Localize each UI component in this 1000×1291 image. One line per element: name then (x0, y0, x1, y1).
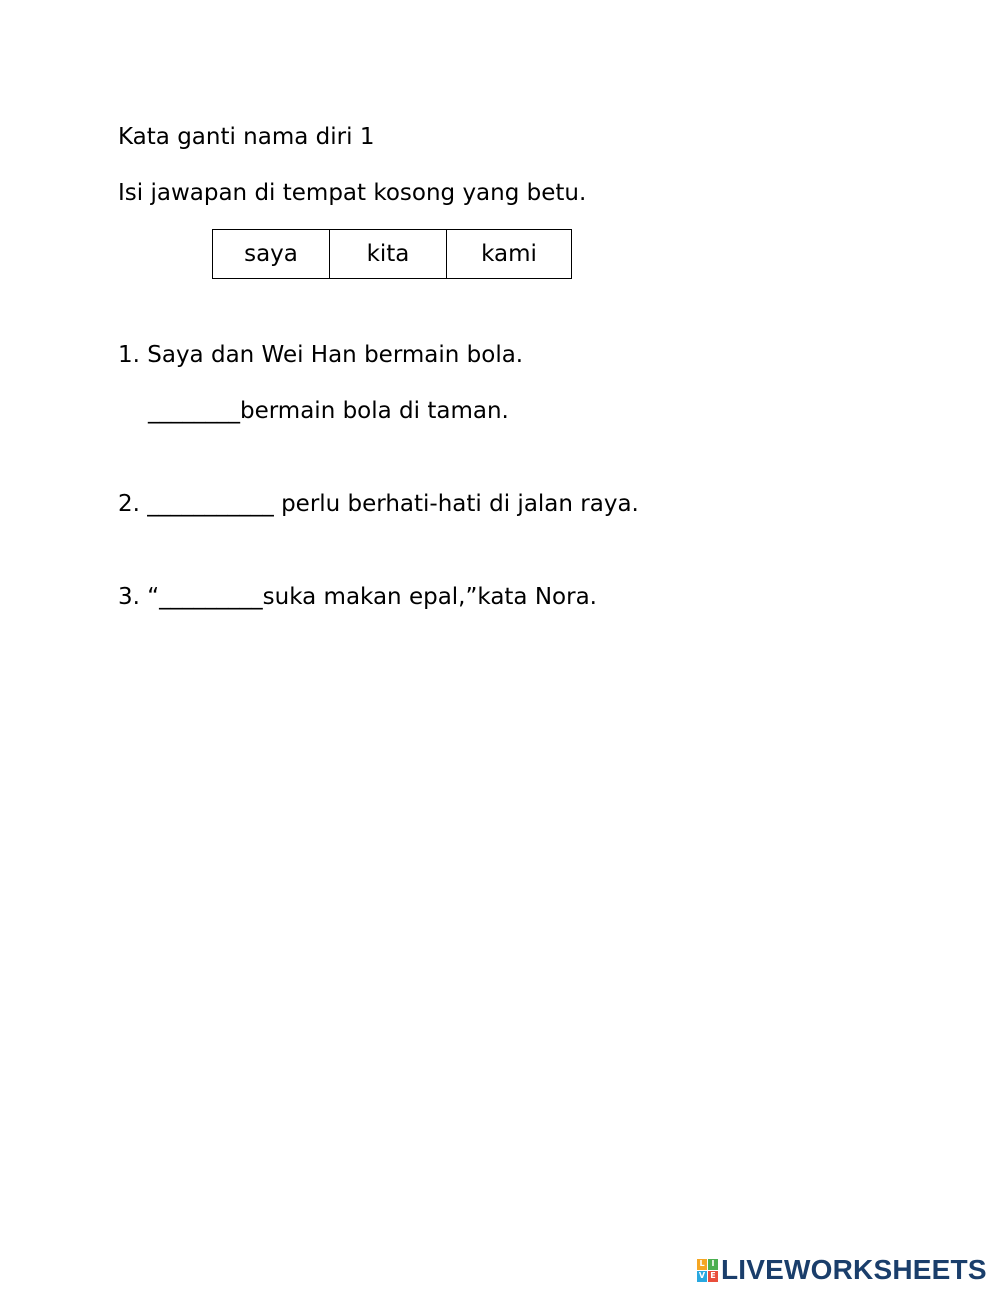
logo-block-l: L (697, 1259, 707, 1270)
logo-block-i: I (708, 1259, 718, 1270)
word-bank-cell-kita: kita (330, 230, 447, 279)
word-bank-cell-saya: saya (213, 230, 330, 279)
logo-block-e: E (708, 1271, 718, 1282)
logo-blocks-icon (697, 1259, 718, 1282)
liveworksheets-logo (697, 1253, 987, 1287)
question-1-answer-line[interactable]: ________bermain bola di taman. (148, 398, 509, 424)
worksheet-title: Kata ganti nama diri 1 (118, 124, 375, 150)
question-3[interactable]: 3. “_________suka makan epal,”kata Nora. (118, 584, 597, 610)
logo-text: LIVEWORKSHEETS (721, 1254, 987, 1285)
instruction-text: Isi jawapan di tempat kosong yang betu. (118, 180, 587, 206)
word-bank-cell-kami: kami (447, 230, 572, 279)
question-1-stem: 1. Saya dan Wei Han bermain bola. (118, 342, 524, 368)
logo-block-v: V (698, 1271, 706, 1280)
question-2[interactable]: 2. ___________ perlu berhati-hati di jalan raya. (118, 491, 639, 517)
word-bank-table (212, 229, 572, 279)
